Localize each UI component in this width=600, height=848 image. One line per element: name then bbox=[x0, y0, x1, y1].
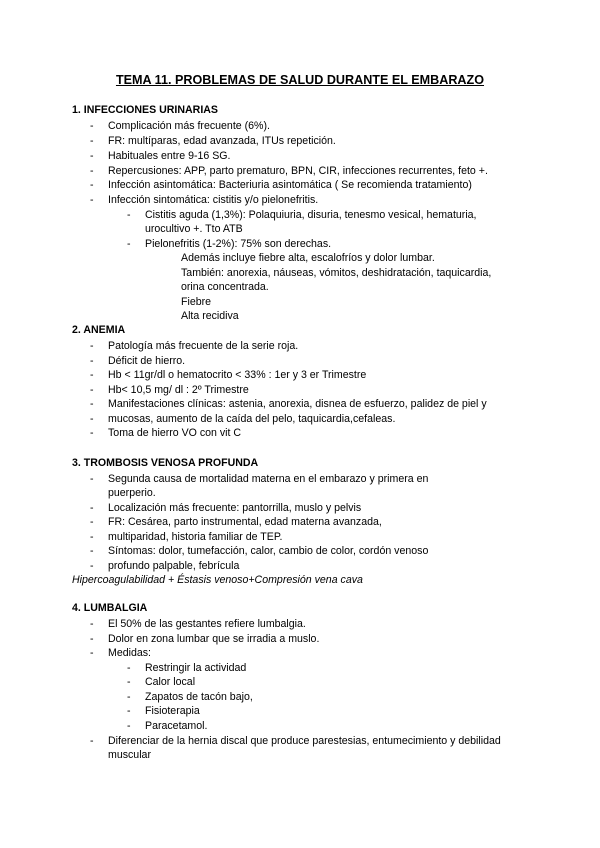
bullet: - bbox=[90, 473, 94, 485]
list-item: Repercusiones: APP, parto prematuro, BPN, CIR, infecciones recurrentes, feto +. bbox=[108, 165, 488, 177]
list-item: Patología más frecuente de la serie roja. bbox=[108, 340, 299, 352]
bullet: - bbox=[90, 502, 94, 514]
list-item: Hb< 10,5 mg/ dl : 2º Trimestre bbox=[108, 384, 249, 396]
list-item: El 50% de las gestantes refiere lumbalgia. bbox=[108, 618, 306, 630]
bullet: - bbox=[90, 369, 94, 381]
bullet: - bbox=[90, 633, 94, 645]
list-item: Complicación más frecuente (6%). bbox=[108, 120, 270, 132]
footer-note: Hipercoagulabilidad + Éstasis venoso+Compresión vena cava bbox=[72, 574, 363, 586]
list-item: Manifestaciones clínicas: astenia, anorexia, disnea de esfuerzo, palidez de piel y bbox=[108, 398, 487, 410]
bullet: - bbox=[90, 735, 94, 747]
bullet: - bbox=[90, 427, 94, 439]
list-item: multiparidad, historia familiar de TEP. bbox=[108, 531, 283, 543]
list-item: Toma de hierro VO con vit C bbox=[108, 427, 242, 439]
note-line: También: anorexia, náuseas, vómitos, deshidratación, taquicardia, bbox=[181, 267, 492, 279]
note-line: Alta recidiva bbox=[181, 310, 239, 322]
list-item: Hb < 11gr/dl o hematocrito < 33% : 1er y 3 er Trimestre bbox=[108, 369, 367, 381]
bullet: - bbox=[90, 340, 94, 352]
bullet: - bbox=[127, 691, 131, 703]
bullet: - bbox=[90, 398, 94, 410]
bullet: - bbox=[127, 720, 131, 732]
section-heading-lumbalgia: 4. LUMBALGIA bbox=[72, 602, 148, 614]
bullet: - bbox=[90, 618, 94, 630]
list-item: Habituales entre 9-16 SG. bbox=[108, 150, 231, 162]
list-item: Infección asintomática: Bacteriuria asintomática ( Se recomienda tratamiento) bbox=[108, 179, 472, 191]
list-item: Infección sintomática: cistitis y/o pielonefritis. bbox=[108, 194, 319, 206]
bullet: - bbox=[90, 531, 94, 543]
bullet: - bbox=[90, 384, 94, 396]
note-line: orina concentrada. bbox=[181, 281, 269, 293]
bullet: - bbox=[90, 545, 94, 557]
list-item: Déficit de hierro. bbox=[108, 355, 186, 367]
bullet: - bbox=[127, 662, 131, 674]
section-heading-anemia: 2. ANEMIA bbox=[72, 324, 126, 336]
list-item: mucosas, aumento de la caída del pelo, taquicardia,cefaleas. bbox=[108, 413, 396, 425]
page-title: TEMA 11. PROBLEMAS DE SALUD DURANTE EL EMBARAZO bbox=[115, 73, 485, 87]
section-heading-infecciones: 1. INFECCIONES URINARIAS bbox=[72, 104, 218, 116]
sub-list-item: Calor local bbox=[145, 676, 196, 688]
bullet: - bbox=[90, 135, 94, 147]
list-item: muscular bbox=[108, 749, 151, 761]
bullet: - bbox=[90, 516, 94, 528]
bullet: - bbox=[90, 194, 94, 206]
bullet: - bbox=[90, 150, 94, 162]
sub-list-item: Cistitis aguda (1,3%): Polaquiuria, disuria, tenesmo vesical, hematuria, bbox=[145, 209, 477, 221]
section-heading-tvp: 3. TROMBOSIS VENOSA PROFUNDA bbox=[72, 457, 259, 469]
list-item: Síntomas: dolor, tumefacción, calor, cambio de color, cordón venoso bbox=[108, 545, 429, 557]
bullet: - bbox=[127, 676, 131, 688]
list-item: Dolor en zona lumbar que se irradia a muslo. bbox=[108, 633, 320, 645]
sub-list-item: Paracetamol. bbox=[145, 720, 208, 732]
bullet: - bbox=[127, 209, 131, 221]
list-item: puerperio. bbox=[108, 487, 156, 499]
sub-list-item: Pielonefritis (1-2%): 75% son derechas. bbox=[145, 238, 332, 250]
list-item: Segunda causa de mortalidad materna en el embarazo y primera en bbox=[108, 473, 429, 485]
sub-list-item: urocultivo +. Tto ATB bbox=[145, 223, 243, 235]
list-item: Diferenciar de la hernia discal que produce parestesias, entumecimiento y debilidad bbox=[108, 735, 501, 747]
bullet: - bbox=[127, 238, 131, 250]
bullet: - bbox=[90, 120, 94, 132]
list-item: FR: multíparas, edad avanzada, ITUs repetición. bbox=[108, 135, 336, 147]
bullet: - bbox=[90, 560, 94, 572]
list-item: Localización más frecuente: pantorrilla, muslo y pelvis bbox=[108, 502, 362, 514]
list-item: Medidas: bbox=[108, 647, 151, 659]
bullet: - bbox=[127, 705, 131, 717]
bullet: - bbox=[90, 179, 94, 191]
note-line: Fiebre bbox=[181, 296, 212, 308]
bullet: - bbox=[90, 413, 94, 425]
list-item: profundo palpable, febrícula bbox=[108, 560, 240, 572]
bullet: - bbox=[90, 647, 94, 659]
bullet: - bbox=[90, 165, 94, 177]
list-item: FR: Cesárea, parto instrumental, edad materna avanzada, bbox=[108, 516, 382, 528]
sub-list-item: Restringir la actividad bbox=[145, 662, 247, 674]
sub-list-item: Fisioterapia bbox=[145, 705, 200, 717]
note-line: Además incluye fiebre alta, escalofríos y dolor lumbar. bbox=[181, 252, 435, 264]
bullet: - bbox=[90, 355, 94, 367]
sub-list-item: Zapatos de tacón bajo, bbox=[145, 691, 253, 703]
